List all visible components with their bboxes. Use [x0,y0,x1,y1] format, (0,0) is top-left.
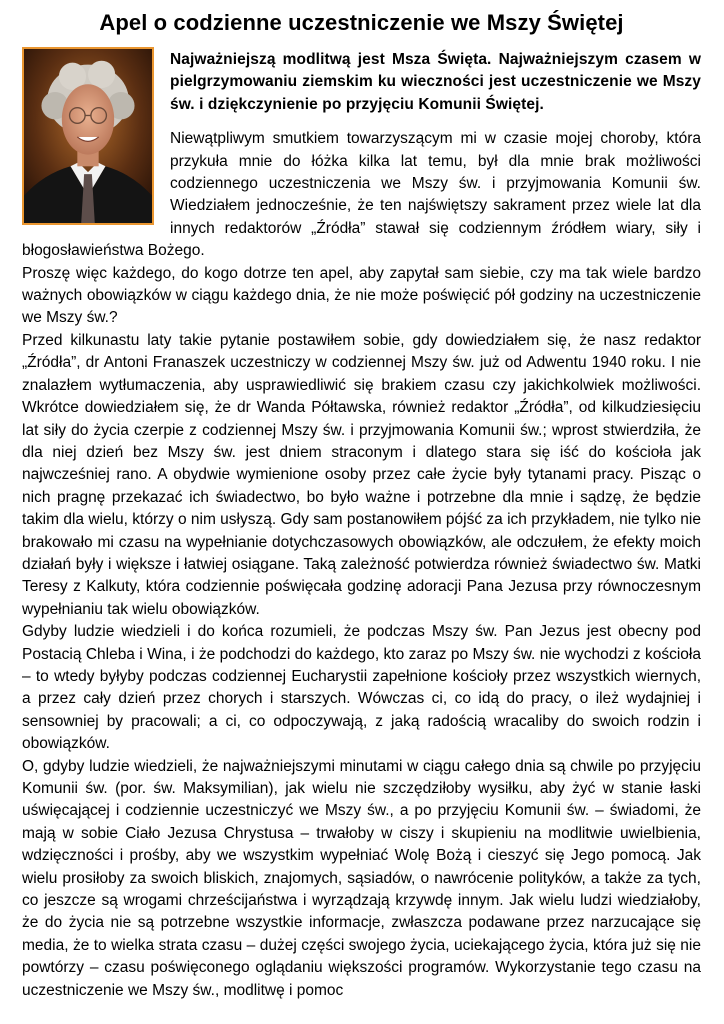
body-paragraph-1: Niewątpliwym smutkiem towarzyszącym mi w czasie mojej choroby, która przykuła mnie do łóżka kilka lat temu, był dla mnie brak możliwości codziennego uczestniczenia we Mszy św. i przyjmowania Komunii św. Wiedziałem jednocześnie, że ten najświętszy sakrament przez wiele lat dla innych redaktorów „Źródła” stawał się codziennym źródłem wiary, siły i błogosławieństwa Bożego. [22,130,701,260]
body-paragraph-2: Proszę więc każdego, do kogo dotrze ten apel, aby zapytał sam siebie, czy ma tak wiele bardzo ważnych obowiązków w ciągu każdego dnia, że nie może poświęcić pół godziny na uczestniczenie we Mszy św.? [22,264,701,327]
body-paragraph-4: Gdyby ludzie wiedzieli i do końca rozumieli, że podczas Mszy św. Pan Jezus jest obecny pod Postacią Chleba i Wina, i że podchodzi do każdego, kto zaraz po Mszy św. nie wychodzi z kościoła – to wtedy byłyby podczas codziennej Eucharystii zapełnione kościoły przez wszystkich wiernych, a przez cały dzień przez chorych i starszych. Wówczas ci, co idą do pracy, o ileż wydajniej i sensowniej by pracowali; a ci, co odpoczywają, z jaką radością wracaliby do swoich rodzin i obowiązków. [22,623,701,753]
portrait-photo [22,47,154,225]
body-paragraph-5: O, gdyby ludzie wiedzieli, że najważniejszymi minutami w ciągu całego dnia są chwile po przyjęciu Komunii św. (por. św. Maksymilian), jak wielu nie szczędziłoby wysiłku, aby żyć w stanie łaski uświęcającej i codziennie uczestniczyć we Mszy św., a po przyjęciu Komunii św. – świadomi, że mają w sobie Ciało Jezusa Chrystusa – trwałoby w ciszy i skupieniu na modlitwie uwielbienia, wdzięczności i prośby, aby we wszystkim wypełniać Wolę Bożą i cieszyć się Jego pomocą. Jak wielu prosiłoby za swoich bliskich, znajomych, sąsiadów, o nawrócenie polityków, a także za tych, co jeszcze są wrogami chrześcijaństwa i wyrządzają krzywdę innym. Jak wielu ludzi wiedziałoby, że do życia nie są potrzebne wszystkie informacje, zwłaszcza podawane przez narzucające się media, że to wielka strata czasu – dużej części swojego życia, uciekającego życia, która już się nie powtórzy – czasu poświęconego oglądaniu większości programów. Wykorzystanie tego czasu na uczestniczenie we Mszy św., modlitwę i pomoc [22,757,701,999]
body-paragraph-3: Przed kilkunastu laty takie pytanie postawiłem sobie, gdy dowiedziałem się, że nasz redaktor „Źródła”, dr Antoni Franaszek uczestniczy w codziennej Mszy św. już od Adwentu 1940 roku. I nie znalazłem wytłumaczenia, aby usprawiedliwić się brakiem czasu czy jakichkolwiek możliwości. Wkrótce dowiedziałem się, że dr Wanda Półtawska, również redaktor „Źródła”, od kilkudziesięciu lat siły do życia czerpie z codziennej Mszy św. i przyjmowania Komunii św.; wprost stwierdziła, że dla niej dzień bez Mszy św. jest dniem straconym i dlatego stara się iść do kościoła jak najwcześniej rano. A obydwie wymienione osoby przez całe życie były tytanami pracy. Pisząc o nich pragnę przekazać ich świadectwo, bo było ważne i potrzebne dla mnie i sądzę, że będzie takim dla wielu, którzy o nim usłyszą. Gdy sam postanowiłem pójść za ich przykładem, nie tylko nie brakowało mi czasu na wypełnianie dotychczasowych obowiązków, ale odczułem, że efekty moich działań były i większe i łatwiej osiągane. Taką zależność potwierdza również świadectwo św. Matki Teresy z Kalkuty, która codziennie poświęcała godzinę adoracji Pana Jezusa przy równoczesnym wypełnianiu tak wielu obowiązków. [22,331,701,618]
page-title: Apel o codzienne uczestniczenie we Mszy Świętej [99,10,624,35]
lead-paragraph: Najważniejszą modlitwą jest Msza Święta. Najważniejszym czasem w pielgrzymowaniu ziemskim ku wieczności jest uczestniczenie we Mszy św. i dziękczynienie po przyjęciu Komunii Świętej. [170,51,701,113]
